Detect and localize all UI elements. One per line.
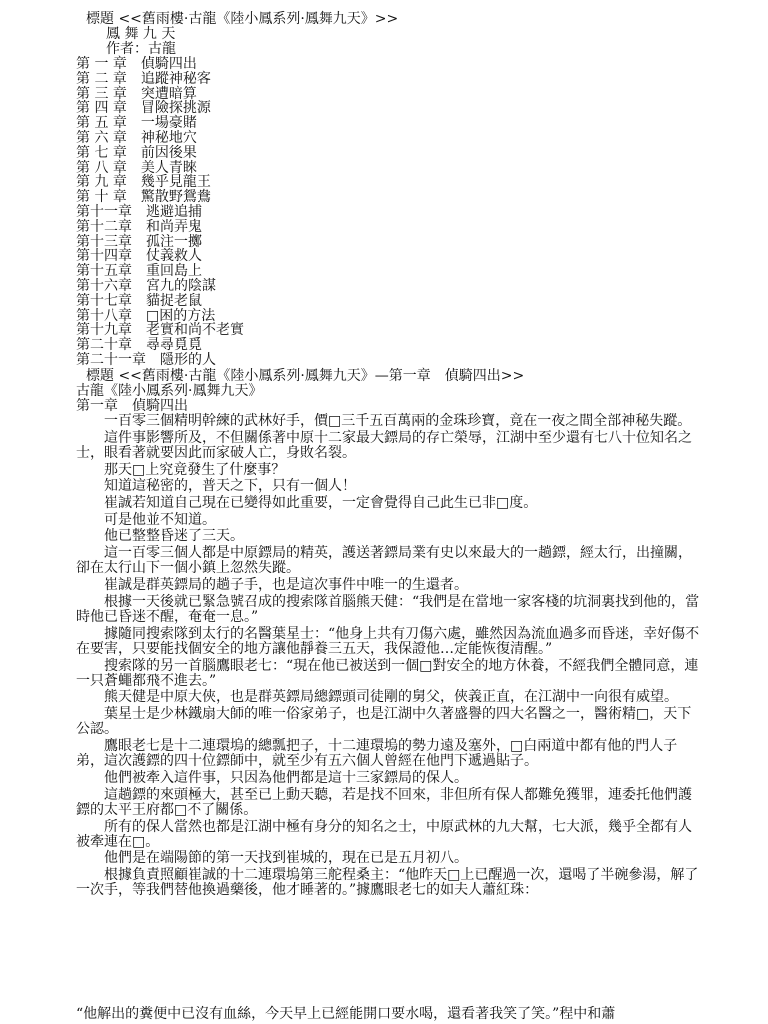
toc-entry: 第 六 章 神秘地穴 <box>76 130 197 146</box>
toc-entry: 第 九 章 幾乎見龍王 <box>76 174 211 191</box>
paragraph: 搜索隊的另一首腦鷹眼老七：“現在他已被送到一個□對安全的地方休養，不經我們全體同意，連一只蒼蠅都飛不進去。” <box>76 657 699 689</box>
toc-entry: 第二十一章 隱形的人 <box>76 352 216 368</box>
paragraph: 根據負責照顧崔誠的十二連環塢第三舵程桑主：“他昨天□上已醒過一次，還喝了半碗參湯，解了一次手，等我們替他換過藥後，他才睡著的。”據鷹眼老七的如夫人蕭紅珠： <box>76 867 699 899</box>
toc-entry: 第 一 章 偵騎四出 <box>76 56 197 72</box>
chapter-title: 第一章 偵騎四出 <box>76 398 188 414</box>
footer-line: “他解出的糞便中已沒有血絲，今天早上已經能開口要水喝，還看著我笑了笑。”程中和蕭 <box>76 1006 616 1022</box>
toc-entry: 第十九章 老實和尚不老實 <box>76 322 244 339</box>
chapter-header-title: 標題 <<舊雨樓·古龍《陸小鳳系列·鳳舞九天》—第一章 偵騎四出>> <box>86 368 525 384</box>
header-title: 標題 <<舊雨樓·古龍《陸小鳳系列·鳳舞九天》>> <box>86 11 399 27</box>
toc-entry: 第 十 章 驚散野鴛鴦 <box>76 189 211 206</box>
paragraph: 一百零三個精明幹練的武林好手，價□三千五百萬兩的金珠珍寶，竟在一夜之間全部神秘失蹤。 <box>104 413 692 429</box>
toc-entry: 第十一章 逃避追捕 <box>76 204 202 220</box>
toc-entry: 第十二章 和尚弄鬼 <box>76 218 202 235</box>
toc-entry: 第二十章 尋尋覓覓 <box>76 337 202 354</box>
toc-entry: 第十三章 孤注一擲 <box>76 233 202 250</box>
toc-entry: 第十八章 □困的方法 <box>76 307 216 324</box>
author-line: 作者：古龍 <box>106 41 176 57</box>
toc-entry: 第 四 章 冒險探挑源 <box>76 100 211 117</box>
paragraph: 那天□上究竟發生了什麼事？ <box>104 461 286 478</box>
paragraph: 根據一天後就已緊急號召成的搜索隊首腦熊天健：“我們是在當地一家客棧的坑洞裏找到他的，當時他已昏迷不醒，奄奄一息。” <box>76 593 700 625</box>
toc-entry: 第 三 章 突遭暗算 <box>76 85 197 102</box>
paragraph: 他們是在端陽節的第一天找到崔城的，現在已是五月初八。 <box>104 850 468 867</box>
toc-entry: 第 二 章 追蹤神秘客 <box>76 70 211 87</box>
paragraph: 這趟鏢的來頭極大，甚至已上動天聽，若是找不回來，非但所有保人都難免獲罪，連委托他們護鏢的太平王府都□不了關係。 <box>76 786 692 818</box>
toc-entry: 第十五章 重回島上 <box>76 263 202 280</box>
toc-entry: 第 八 章 美人青睞 <box>76 159 197 176</box>
paragraph: 葉星士是少林鐵扇大師的唯一俗家弟子，也是江湖中久著盛譽的四大名醫之一，醫術精□，天下公認。 <box>76 706 692 738</box>
paragraph: 據隨同搜索隊到太行的名醫葉星士：“他身上共有刀傷六處，雖然因為流血過多而昏迷，幸好傷不在要害，只要能找個安全的地方讓他靜養三五天，我保證他…定能恢復清醒。” <box>76 625 700 657</box>
paragraph: 可是他並不知道。 <box>104 511 216 528</box>
paragraph: 鷹眼老七是十二連環塢的總瓢把子，十二連環塢的勢力遠及塞外，□白兩道中都有他的門人子弟，這次護鏢的四十位鏢師中，就至少有五六個人曾經在他門下遞過貼子。 <box>76 738 678 769</box>
toc-entry: 第十六章 宮九的陰謀 <box>76 278 216 294</box>
paragraph: 他已整整昏迷了三天。 <box>104 528 244 545</box>
paragraph: 崔誠若知道自己現在已變得如此重要，一定會覺得自己此生已非□度。 <box>104 495 538 511</box>
paragraph: 他們被牽入這件事，只因為他們都是這十三家鏢局的保人。 <box>104 769 468 786</box>
paragraph: 熊天健是中原大俠，也是群英鏢局總鏢頭司徒剛的舅父，俠義正直，在江湖中一向很有威望。 <box>104 689 678 706</box>
toc-entry: 第十七章 貓捉老鼠 <box>76 292 202 309</box>
paragraph: 知道這秘密的，普天之下，只有一個人！ <box>104 478 356 495</box>
toc-entry: 第 七 章 前因後果 <box>76 144 197 161</box>
series-line: 古龍《陸小鳳系列·鳳舞九天》 <box>76 383 263 399</box>
toc-entry: 第 五 章 一場豪賭 <box>76 115 197 132</box>
paragraph: 崔誠是群英鏢局的趟子手，也是這次事件中唯一的生還者。 <box>104 577 468 593</box>
paragraph: 所有的保人當然也都是江湖中極有身分的知名之士，中原武林的九大幫，七大派，幾乎全都有人被牽連在□。 <box>76 818 692 850</box>
toc-entry: 第十四章 仗義救人 <box>76 248 202 265</box>
paragraph: 這一百零三個人都是中原鏢局的精英，護送著鏢局業有史以來最大的一趟鏢，經太行，出撞關，卻在太行山下一個小鎮上忽然失蹤。 <box>76 545 692 577</box>
book-title: 鳳 舞 九 天 <box>106 26 176 42</box>
paragraph: 這件事影響所及，不但關係著中原十二家最大鏢局的存亡榮辱，江湖中至少還有七八十位知名之士，眼看著就要因此而家破人亡，身敗名裂。 <box>76 429 692 461</box>
